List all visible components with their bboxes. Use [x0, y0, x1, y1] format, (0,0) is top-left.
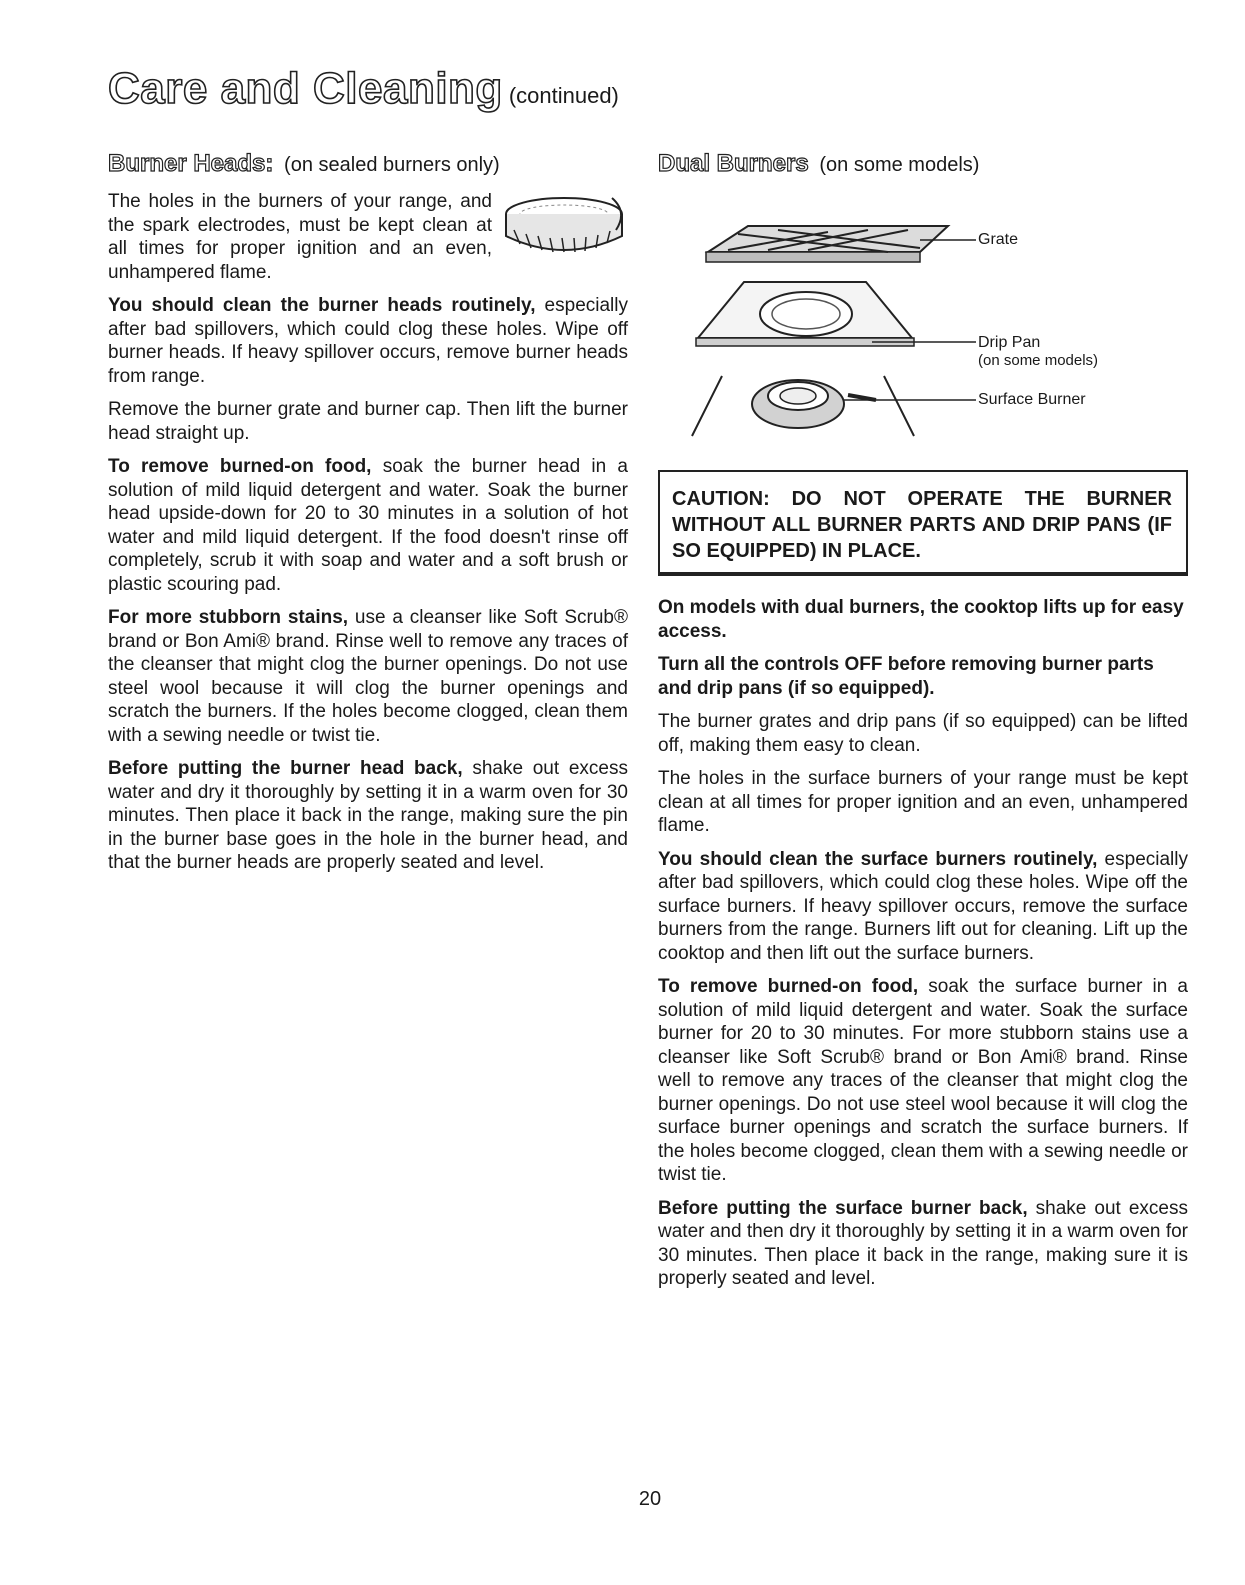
clean-surface-burners-text: especially after bad spillovers, which could clog these holes. Wipe off the surface burners. If heavy spillover occurs, remove the surface burners from the range. Burners lift out for cleaning. Lift up the cooktop and then lift out the surface burners.: [658, 848, 1188, 964]
clean-routinely-text: especially after bad spillovers, which could clog these holes. Wipe off burner heads. If heavy spillover occurs, remove burner heads from range.: [108, 295, 628, 387]
dual-burner-exploded-view: [658, 190, 1188, 450]
grates-lifted-paragraph: The burner grates and drip pans (if so equipped) can be lifted off, making them easy to clean.: [658, 711, 1188, 756]
right-column: [658, 150, 1188, 1301]
clean-routinely-paragraph: [108, 294, 628, 388]
controls-off-paragraph: Turn all the controls OFF before removing burner parts and drip pans (if so equipped).: [658, 654, 1154, 699]
drip-pan-label: Drip Pan: [978, 334, 1041, 351]
clean-routinely-lead: You should clean the burner heads routinely,: [108, 295, 536, 316]
caution-text: CAUTION: DO NOT OPERATE THE BURNER WITHOUT ALL BURNER PARTS AND DRIP PANS (IF SO EQUIPPED) IN PLACE.: [672, 488, 1172, 562]
grate-illustration: [706, 226, 976, 262]
dual-burner-diagram: [658, 190, 1188, 450]
put-back-paragraph: [108, 757, 628, 875]
page-title-text: Care and Cleaning: [108, 64, 503, 113]
drip-pan-illustration: [696, 282, 976, 346]
stubborn-stains-paragraph: [108, 606, 628, 747]
surface-burner-illustration: [692, 376, 976, 436]
burner-heads-heading: [108, 150, 628, 178]
remove-grate-paragraph: Remove the burner grate and burner cap. Then lift the burner head straight up.: [108, 399, 628, 444]
clean-surface-burners-paragraph: [658, 848, 1188, 966]
surface-burned-on-food-text: soak the surface burner in a solution of mild liquid detergent and water. Soak the surface burner for 20 to 30 minutes. For more stubborn stains use a cleanser like Soft Scrub® brand or Bon Ami® brand. Rinse well to remove any traces of the cleanser that might clog the burner openings. Do not use steel wool because it will clog the surface burner openings and scratch the surface burners. If the holes become clogged, clean them with a sewing needle or twist tie.: [658, 976, 1188, 1185]
burner-heads-qualifier: (on sealed burners only): [284, 154, 500, 176]
surface-burned-on-food-lead: To remove burned-on food,: [658, 976, 919, 997]
drip-pan-note: (on some models): [978, 352, 1099, 369]
cooktop-lifts-paragraph: On models with dual burners, the cooktop lifts up for easy access.: [658, 597, 1184, 642]
surface-burner-label: Surface Burner: [978, 391, 1086, 408]
surface-put-back-paragraph: [658, 1197, 1188, 1291]
clean-surface-burners-lead: You should clean the surface burners routinely,: [658, 848, 1098, 870]
put-back-text: shake out excess water and dry it thoroughly by setting it in a warm oven for 30 minutes. Then place it back in the range, making sure the pin in the burner base goes in the hole in the burner head, and that the burner heads are properly seated and level.: [108, 758, 628, 873]
surface-put-back-text: shake out excess water and then dry it thoroughly by setting it in a warm oven for 30 minutes. Then place it back in the range, making sure it is properly seated and level.: [658, 1197, 1188, 1289]
stubborn-stains-lead: For more stubborn stains,: [108, 607, 349, 628]
page-title: [108, 64, 619, 114]
burner-heads-heading-text: Burner Heads:: [108, 150, 274, 177]
grate-label: Grate: [978, 231, 1019, 248]
stubborn-stains-text: use a cleanser like Soft Scrub® brand or Bon Ami® brand. Rinse well to remove any traces of the cleanser that might clog the burner openings. Do not use steel wool because it will clog the burner openings and scratch the burners. If the holes become clogged, clean them with a sewing needle or twist tie.: [108, 607, 628, 746]
dual-burners-heading: [658, 150, 1188, 178]
burner-head-icon: [500, 190, 628, 272]
holes-clean-paragraph: The holes in the surface burners of your range must be kept clean at all times for proper ignition and an even, unhampered flame.: [658, 768, 1188, 836]
surface-put-back-lead: Before putting the surface burner back,: [658, 1197, 1028, 1219]
surface-burned-on-food-paragraph: [658, 975, 1188, 1187]
page-number: 20: [638, 1488, 662, 1510]
burned-on-food-paragraph: [108, 455, 628, 596]
put-back-lead: Before putting the burner head back,: [108, 758, 463, 779]
left-column: [108, 150, 628, 885]
caution-box: [658, 470, 1188, 574]
page-title-suffix: (continued): [508, 83, 619, 108]
burned-on-food-text: soak the burner head in a solution of mild liquid detergent and water. Soak the burner head upside-down for 20 to 30 minutes in a solution of hot water and mild liquid detergent. If the food doesn't rinse off completely, scrub it with soap and water and a soft brush or plastic scouring pad.: [108, 456, 628, 595]
burner-heads-intro: [108, 190, 628, 284]
dual-burners-qualifier: (on some models): [819, 154, 980, 176]
burner-heads-intro-text: The holes in the burners of your range, and the spark electrodes, must be kept clean at all times for proper ignition and an even, unhampered flame.: [108, 191, 492, 283]
burned-on-food-lead: To remove burned-on food,: [108, 456, 372, 477]
dual-burners-heading-text: Dual Burners: [658, 150, 809, 177]
